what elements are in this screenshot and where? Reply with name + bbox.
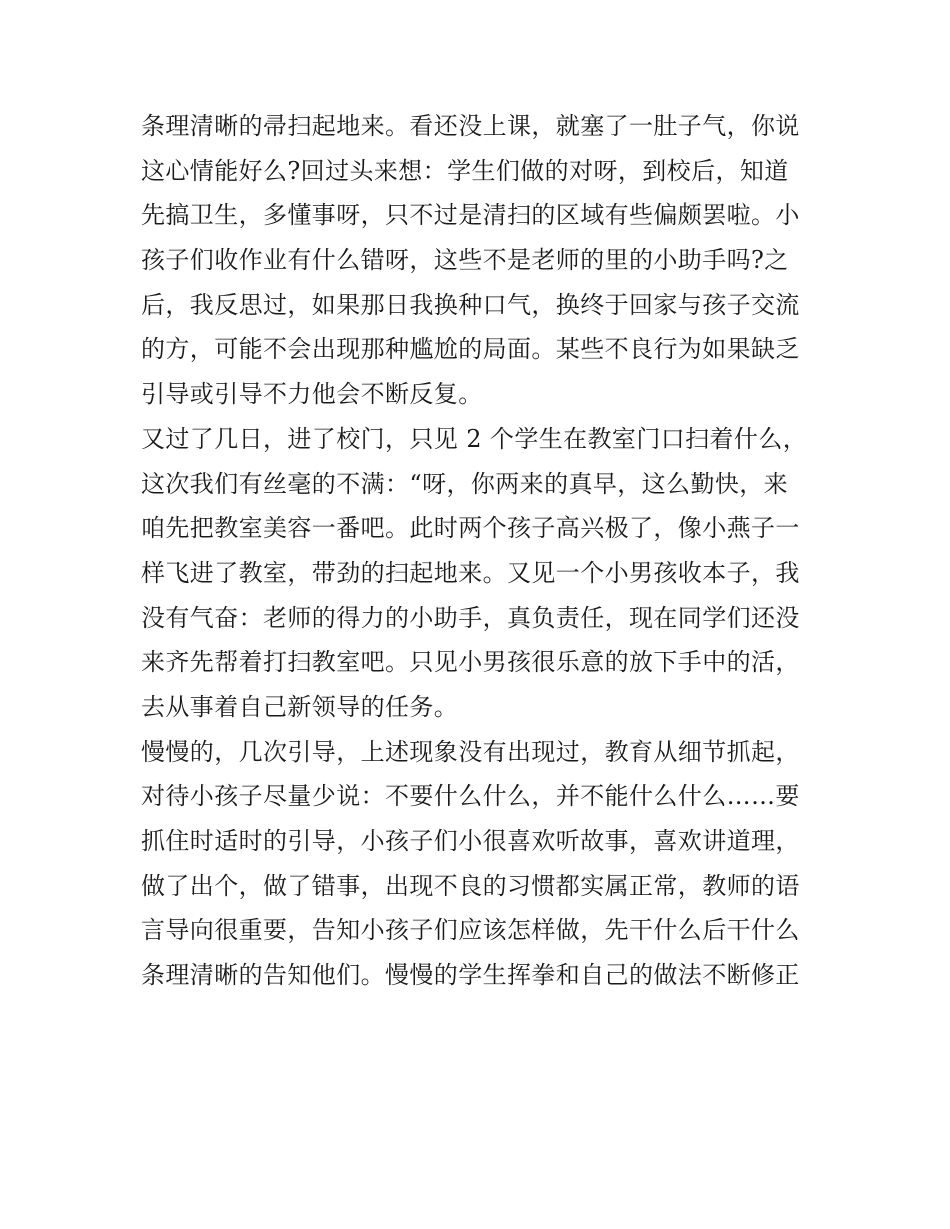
text-line: 引导或引导不力他会不断反复。 <box>141 380 483 409</box>
text-line: 这次我们有丝毫的不满：“呀，你两来的真早，这么勤快，来 <box>141 469 789 498</box>
text-line: 后，我反思过，如果那日我换种口气，换终于回家与孩子交流 <box>141 290 800 319</box>
text-line: 孩子们收作业有什么错呀，这些不是老师的里的小助手吗?之 <box>141 246 789 275</box>
text-line: 做了出个，做了错事，出现不良的习惯都实属正常，教师的语 <box>141 871 800 900</box>
text-line: 这心情能好么?回过头来想：学生们做的对呀，到校后，知道 <box>141 156 789 185</box>
text-line: 慢慢的，几次引导，上述现象没有出现过，教育从细节抓起， <box>141 737 800 766</box>
text-line: 对待小孩子尽量少说：不要什么什么，并不能什么什么……要 <box>141 782 800 811</box>
text-line: 条理清晰的帚扫起地来。看还没上课，就塞了一肚子气，你说 <box>141 112 800 140</box>
text-line: 先搞卫生，多懂事呀，只不过是清扫的区域有些偏颇罢啦。小 <box>141 201 800 230</box>
text-line: 的方，可能不会出现那种尴尬的局面。某些不良行为如果缺乏 <box>141 335 800 364</box>
text-line: 条理清晰的告知他们。慢慢的学生挥拳和自己的做法不断修正 <box>141 961 800 990</box>
text-line: 抓住时适时的引导，小孩子们小很喜欢听故事，喜欢讲道理， <box>141 827 800 855</box>
text-line: 言导向很重要，告知小孩子们应该怎样做，先干什么后干什么 <box>141 916 800 945</box>
text-line: 又过了几日，进了校门，只见 2 个学生在教室门口扫着什么， <box>141 424 808 453</box>
text-line: 去从事着自己新领导的任务。 <box>141 692 459 721</box>
body-text <box>141 104 821 998</box>
text-line: 来齐先帮着打扫教室吧。只见小男孩很乐意的放下手中的活， <box>141 648 800 677</box>
text-line: 没有气奋：老师的得力的小助手，真负责任，现在同学们还没 <box>141 603 800 632</box>
text-line: 咱先把教室美容一番吧。此时两个孩子高兴极了，像小燕子一 <box>141 514 800 543</box>
text-line: 样飞进了教室，带劲的扫起地来。又见一个小男孩收本子，我 <box>141 558 800 587</box>
